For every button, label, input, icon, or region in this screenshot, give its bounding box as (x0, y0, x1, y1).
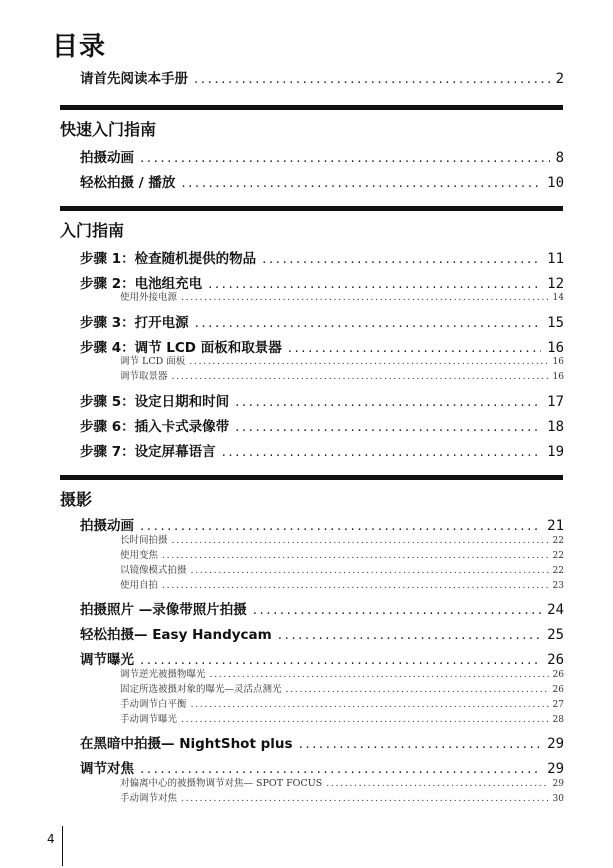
toc-entry-page: 10 (547, 175, 564, 191)
toc-entry[interactable] (80, 251, 564, 267)
toc-entry[interactable] (80, 444, 564, 460)
toc-subentry-title: 使用外接电源 (120, 292, 178, 303)
toc-entry-page: 25 (547, 627, 564, 643)
dot-leader (162, 580, 549, 592)
toc-entry-title: 拍摄照片 —录像带照片拍摄 (80, 602, 247, 618)
toc-entry-title: 请首先阅读本手册 (80, 71, 188, 87)
toc-entry-title: 拍摄动画 (80, 518, 134, 534)
dot-leader (222, 444, 542, 460)
toc-subentry-page: 16 (552, 357, 564, 367)
toc-entry-page: 2 (555, 71, 564, 87)
toc-entry-page: 29 (547, 761, 564, 777)
page-title: 目录 (52, 32, 107, 62)
toc-subentry[interactable] (120, 565, 564, 577)
toc-subentry-title: 手动调节曝光 (120, 714, 178, 725)
toc-subentry[interactable] (120, 699, 564, 711)
section-heading: 快速入门指南 (60, 120, 157, 139)
toc-subentry-page: 28 (552, 715, 564, 725)
dot-leader (181, 175, 541, 191)
toc-subentry-title: 以镜像模式拍摄 (120, 565, 187, 576)
toc-entry-title: 调节对焦 (80, 761, 134, 777)
toc-entry-title: 步骤 1：检查随机提供的物品 (80, 251, 257, 267)
toc-entry-read-first[interactable] (80, 71, 564, 87)
toc-entry-title: 步骤 3：打开电源 (80, 315, 189, 331)
toc-subentry[interactable] (120, 550, 564, 562)
toc-subentry[interactable] (120, 793, 564, 805)
toc-subentry[interactable] (120, 778, 564, 790)
dot-leader (326, 778, 548, 790)
toc-subentry[interactable] (120, 535, 564, 547)
dot-leader (210, 669, 549, 681)
toc-entry[interactable] (80, 627, 564, 643)
toc-subentry-page: 22 (552, 566, 564, 576)
section-rule (60, 105, 563, 110)
toc-subentry-title: 手动调节对焦 (120, 793, 178, 804)
dot-leader (140, 518, 541, 534)
dot-leader (172, 535, 549, 547)
footer-divider (62, 826, 63, 866)
toc-subentry-page: 26 (552, 685, 564, 695)
toc-entry-title: 调节曝光 (80, 652, 134, 668)
dot-leader (235, 419, 541, 435)
toc-entry-title: 步骤 4：调节 LCD 面板和取景器 (80, 340, 282, 356)
toc-subentry[interactable] (120, 669, 564, 681)
toc-entry[interactable] (80, 315, 564, 331)
toc-subentry-page: 16 (552, 372, 564, 382)
toc-entry-page: 19 (547, 444, 564, 460)
dot-leader (286, 684, 549, 696)
dot-leader (235, 394, 541, 410)
toc-entry-title: 轻松拍摄— Easy Handycam (80, 627, 272, 643)
toc-subentry-title: 固定所选被摄对象的曝光—灵活点测光 (120, 684, 282, 695)
dot-leader (262, 251, 541, 267)
toc-entry[interactable] (80, 761, 564, 777)
toc-entry[interactable] (80, 518, 564, 534)
toc-subentry[interactable] (120, 580, 564, 592)
toc-entry-title: 步骤 6：插入卡式录像带 (80, 419, 230, 435)
toc-entry-page: 18 (547, 419, 564, 435)
toc-subentry-title: 调节 LCD 面板 (120, 356, 186, 367)
toc-subentry-title: 对偏离中心的被摄物调节对焦— SPOT FOCUS (120, 778, 323, 789)
dot-leader (162, 550, 549, 562)
toc-entry[interactable] (80, 394, 564, 410)
toc-entry-page: 8 (555, 150, 564, 166)
toc-entry-page: 17 (547, 394, 564, 410)
section-rule (60, 475, 563, 480)
toc-subentry-title: 调节逆光被摄物曝光 (120, 669, 206, 680)
toc-entry[interactable] (80, 150, 564, 166)
toc-entry[interactable] (80, 736, 564, 752)
toc-entry-title: 拍摄动画 (80, 150, 134, 166)
section-heading: 入门指南 (60, 221, 125, 240)
dot-leader (278, 627, 541, 643)
dot-leader (140, 761, 541, 777)
toc-subentry-page: 23 (552, 581, 564, 591)
toc-entry[interactable] (80, 276, 564, 292)
dot-leader (208, 276, 541, 292)
dot-leader (189, 356, 548, 368)
toc-subentry-title: 长时间拍摄 (120, 535, 168, 546)
toc-entry-title: 步骤 2：电池组充电 (80, 276, 203, 292)
toc-subentry-title: 使用变焦 (120, 550, 159, 561)
dot-leader (181, 292, 549, 304)
toc-entry[interactable] (80, 602, 564, 618)
section-rule (60, 206, 563, 211)
toc-subentry-page: 22 (552, 536, 564, 546)
toc-subentry[interactable] (120, 292, 564, 304)
toc-subentry-page: 30 (552, 794, 564, 804)
dot-leader (181, 793, 549, 805)
dot-leader (191, 565, 549, 577)
toc-entry-page: 24 (547, 602, 564, 618)
toc-entry-title: 步骤 5：设定日期和时间 (80, 394, 230, 410)
toc-subentry[interactable] (120, 714, 564, 726)
toc-entry-title: 步骤 7：设定屏幕语言 (80, 444, 216, 460)
toc-subentry-page: 26 (552, 670, 564, 680)
toc-entry-title: 轻松拍摄 / 播放 (80, 175, 176, 191)
dot-leader (299, 736, 542, 752)
toc-entry-page: 29 (547, 736, 564, 752)
toc-subentry-title: 手动调节白平衡 (120, 699, 187, 710)
toc-entry[interactable] (80, 652, 564, 668)
page-number: 4 (47, 832, 55, 846)
dot-leader (181, 714, 549, 726)
toc-subentry-title: 使用自拍 (120, 580, 159, 591)
toc-entry[interactable] (80, 175, 564, 191)
dot-leader (194, 71, 550, 87)
dot-leader (191, 699, 549, 711)
dot-leader (195, 315, 542, 331)
toc-subentry-page: 14 (552, 293, 564, 303)
toc-subentry[interactable] (120, 684, 564, 696)
section-heading: 摄影 (60, 490, 93, 509)
toc-entry[interactable] (80, 340, 564, 356)
toc-entry-page: 12 (547, 276, 564, 292)
dot-leader (140, 652, 541, 668)
toc-entry-page: 16 (547, 340, 564, 356)
dot-leader (140, 150, 550, 166)
dot-leader (288, 340, 541, 356)
dot-leader (253, 602, 541, 618)
toc-subentry-page: 27 (552, 700, 564, 710)
toc-entry-page: 21 (547, 518, 564, 534)
toc-entry-page: 11 (547, 251, 564, 267)
toc-entry-title: 在黑暗中拍摄— NightShot plus (80, 736, 293, 752)
toc-entry-page: 26 (547, 652, 564, 668)
toc-entry[interactable] (80, 419, 564, 435)
toc-subentry-title: 调节取景器 (120, 371, 168, 382)
toc-subentry[interactable] (120, 356, 564, 368)
toc-subentry-page: 29 (552, 779, 564, 789)
toc-entry-page: 15 (547, 315, 564, 331)
toc-subentry-page: 22 (552, 551, 564, 561)
dot-leader (172, 371, 549, 383)
toc-subentry[interactable] (120, 371, 564, 383)
